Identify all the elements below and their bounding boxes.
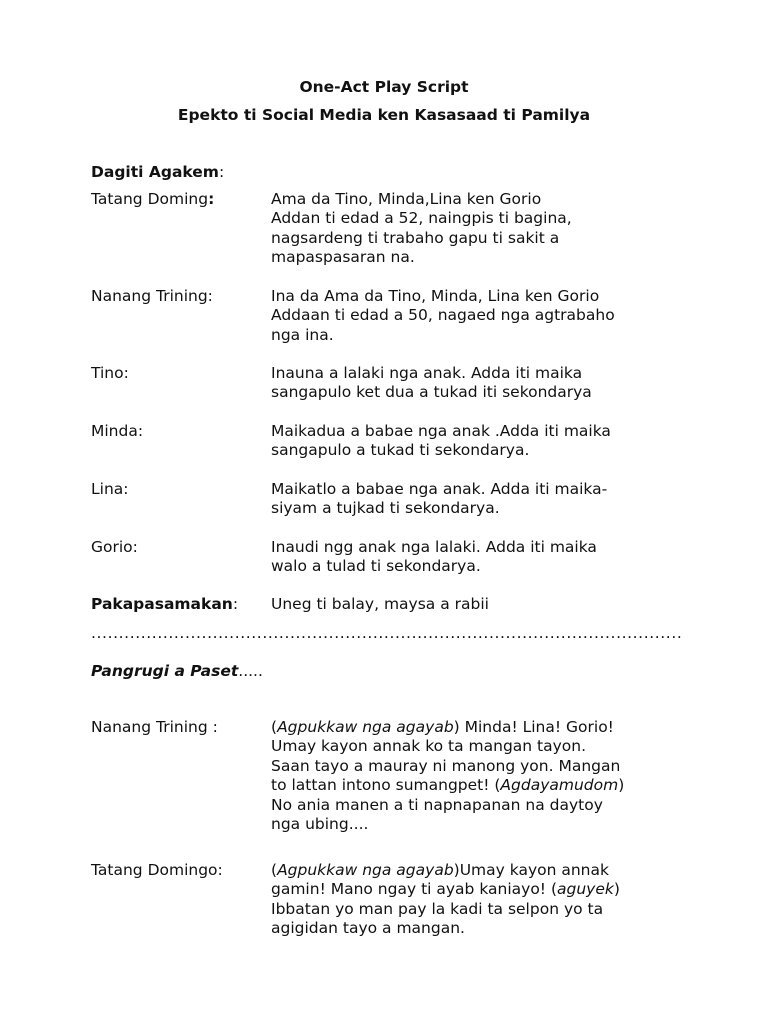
characters-heading [91, 163, 224, 182]
character-name-colon: : [208, 190, 215, 208]
dialogue-text: ) No ania manen a ti napnapanan na daytoy nga ubing.... [271, 776, 625, 834]
dotted-divider: ........................................................................................................... [91, 624, 683, 642]
character-description: Maikadua a babae nga anak .Adda iti maika sangapulo a tukad ti sekondarya. [271, 422, 611, 460]
character-name: Lina: [91, 480, 129, 498]
scene-title-dots: ..... [238, 662, 263, 680]
stage-direction: Agdayamudom [500, 776, 619, 795]
dialogue-text: )Umay kayon annak gamin! Mano ngay ti ayab kaniayo! ( [271, 861, 609, 899]
characters-heading-text: Dagiti Agakem [91, 163, 219, 181]
character-name [91, 190, 214, 209]
stage-direction: Agpukkaw nga agayab [277, 861, 454, 879]
character-name: Minda: [91, 422, 144, 440]
stage-direction: Agpukkaw nga agayab [277, 718, 454, 736]
dialogue-text: ) Minda! Lina! Gorio! Umay kayon annak ko ta mangan tayon. Saan tayo a mauray ni manong yon. Mangan to lattan intono sumangpet! ( [271, 718, 621, 795]
character-description: Inauna a lalaki nga anak. Adda iti maika sangapulo ket dua a tukad iti sekondarya [271, 364, 592, 402]
setting-label-text: Pakapasamakan [91, 595, 233, 613]
open-paren: ( [271, 861, 278, 879]
document-title: One-Act Play Script [299, 78, 469, 96]
dialogue-speaker: Tatang Domingo: [91, 861, 223, 879]
dialogue-line [271, 718, 741, 834]
setting-label [91, 595, 238, 614]
character-description: Inaudi ngg anak nga lalaki. Adda iti maika walo a tulad ti sekondarya. [271, 538, 597, 576]
character-description: Maikatlo a babae nga anak. Adda iti maika- siyam a tujkad ti sekondarya. [271, 480, 608, 518]
dialogue-speaker: Nanang Trining : [91, 718, 218, 736]
characters-heading-colon: : [218, 163, 225, 181]
character-description: Ama da Tino, Minda,Lina ken Gorio Addan ti edad a 52, naingpis ti bagina, nagsardeng ti trabaho gapu ti sakit a mapaspasaran na. [271, 190, 572, 267]
character-name: Gorio: [91, 538, 138, 556]
scene-title: Pangrugi a Paset [91, 662, 239, 680]
setting-text: Uneg ti balay, maysa a rabii [271, 595, 489, 613]
character-name: Nanang Trining: [91, 287, 213, 305]
scene-heading [91, 662, 263, 681]
stage-direction: aguyek [557, 880, 614, 899]
open-paren: ( [271, 718, 278, 736]
setting-label-colon: : [232, 595, 239, 613]
dialogue-line [271, 861, 741, 939]
character-name-text: Tatang Doming [91, 190, 209, 208]
dialogue-text: ) Ibbatan yo man pay la kadi ta selpon yo ta agigidan tayo a mangan. [271, 880, 620, 938]
character-name: Tino: [91, 364, 129, 382]
document-subtitle: Epekto ti Social Media ken Kasasaad ti Pamilya [177, 106, 591, 124]
character-description: Ina da Ama da Tino, Minda, Lina ken Gorio Addaan ti edad a 50, nagaed nga agtrabaho nga ina. [271, 287, 615, 344]
